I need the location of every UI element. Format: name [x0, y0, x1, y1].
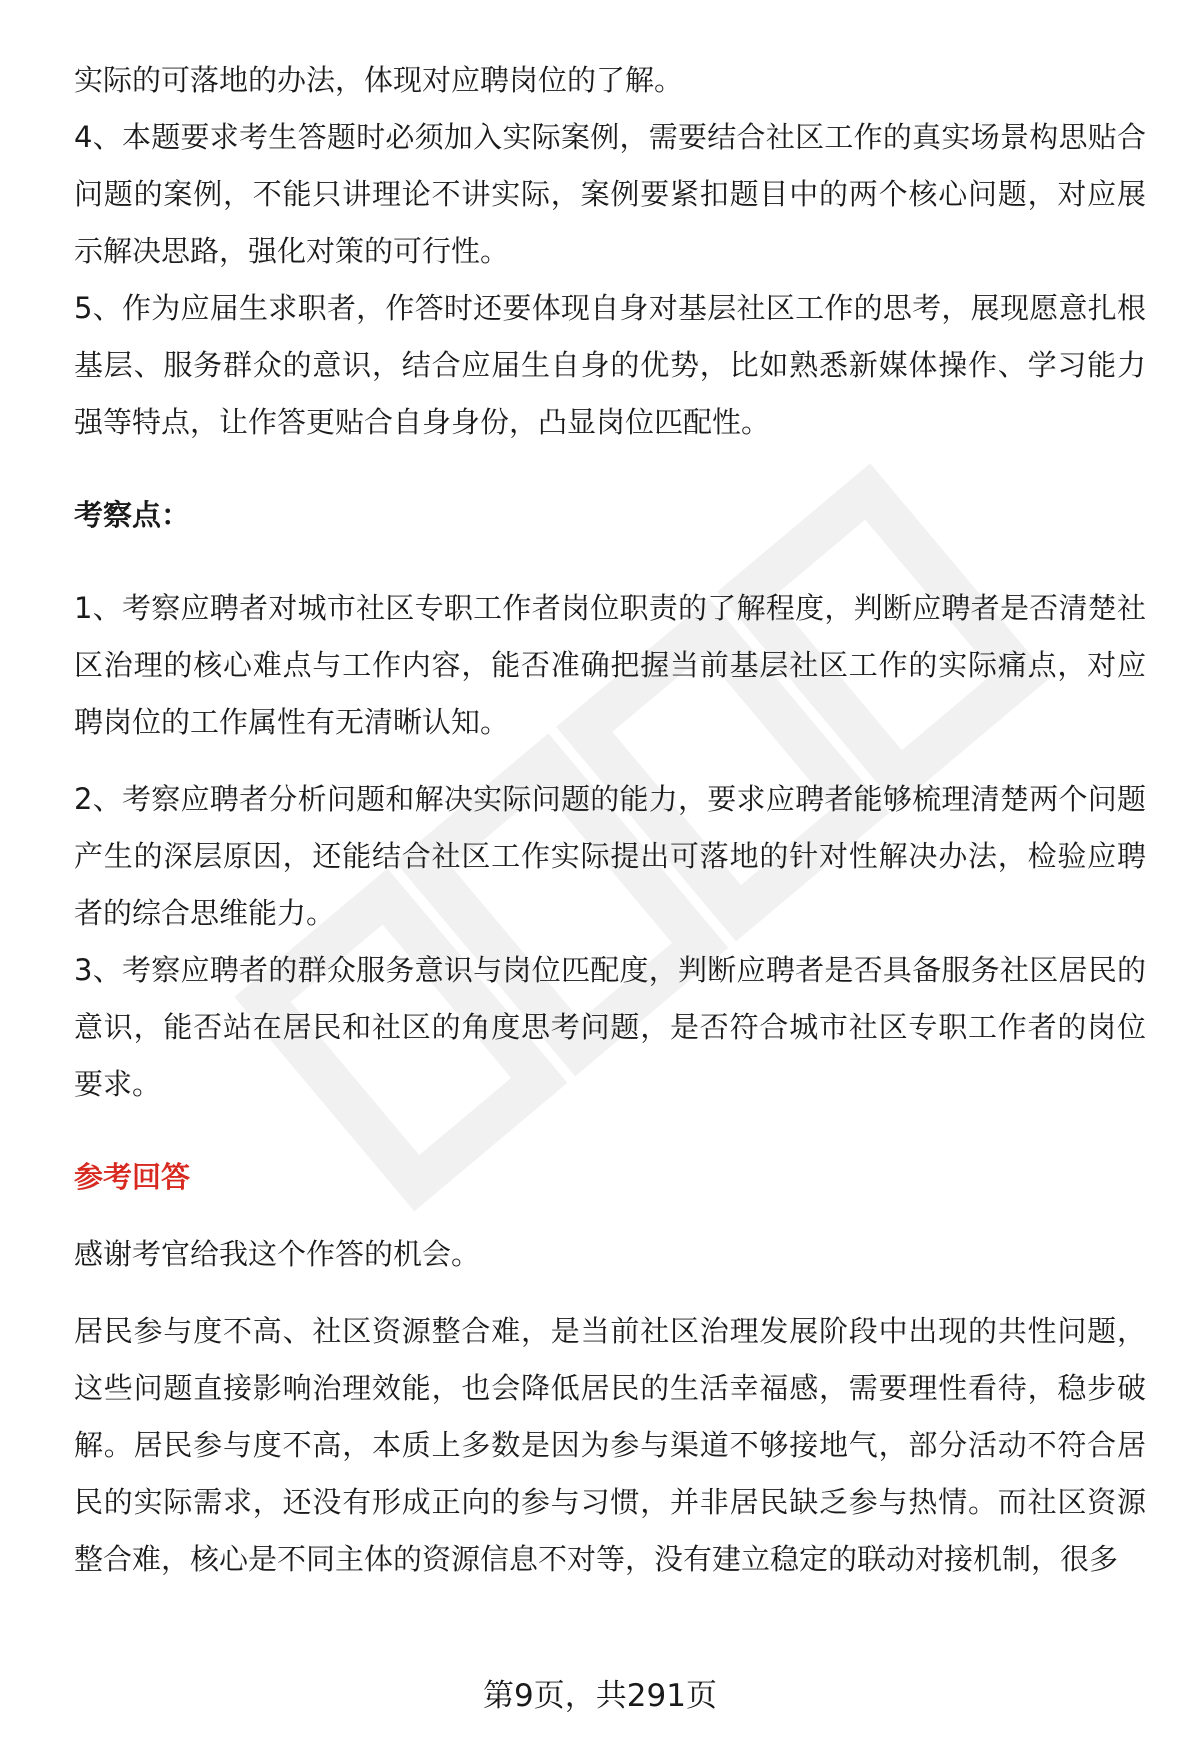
examine-item-2: 2、考察应聘者分析问题和解决实际问题的能力，要求应聘者能够梳理清楚两个问题产生的深层原因，还能结合社区工作实际提出可落地的针对性解决办法，检验应聘者的综合思维能力。	[74, 782, 1146, 930]
paragraph-point-5: 5、作为应届生求职者，作答时还要体现自身对基层社区工作的思考，展现愿意扎根基层、服务群众的意识，结合应届生自身的优势，比如熟悉新媒体操作、学习能力强等特点，让作答更贴合自身身份，凸显岗位匹配性。	[74, 291, 1146, 439]
examine-item-3: 3、考察应聘者的群众服务意识与岗位匹配度，判断应聘者是否具备服务社区居民的意识，能否站在居民和社区的角度思考问题，是否符合城市社区专职工作者的岗位要求。	[74, 953, 1146, 1101]
document-body	[74, 52, 1146, 1588]
examine-item-1: 1、考察应聘者对城市社区专职工作者岗位职责的了解程度，判断应聘者是否清楚社区治理的核心难点与工作内容，能否准确把握当前基层社区工作的实际痛点，对应聘岗位的工作属性有无清晰认知。	[74, 591, 1146, 739]
paragraph-point-4: 4、本题要求考生答题时必须加入实际案例，需要结合社区工作的真实场景构思贴合问题的案例，不能只讲理论不讲实际，案例要紧扣题目中的两个核心问题，对应展示解决思路，强化对策的可行性。	[74, 120, 1146, 268]
answer-opening: 感谢考官给我这个作答的机会。	[74, 1237, 481, 1271]
paragraph-continuation: 实际的可落地的办法，体现对应聘岗位的了解。	[74, 63, 684, 97]
answer-body: 居民参与度不高、社区资源整合难，是当前社区治理发展阶段中出现的共性问题，这些问题直接影响治理效能，也会降低居民的生活幸福感，需要理性看待，稳步破解。居民参与度不高，本质上多数是因为参与渠道不够接地气，部分活动不符合居民的实际需求，还没有形成正向的参与习惯，并非居民缺乏参与热情。而社区资源整合难，核心是不同主体的资源信息不对等，没有建立稳定的联动对接机制，很多	[74, 1314, 1146, 1576]
page-number-footer: 第9页，共291页	[483, 1678, 717, 1714]
answer-heading: 参考回答	[74, 1160, 191, 1194]
examine-heading: 考察点：	[74, 498, 191, 532]
